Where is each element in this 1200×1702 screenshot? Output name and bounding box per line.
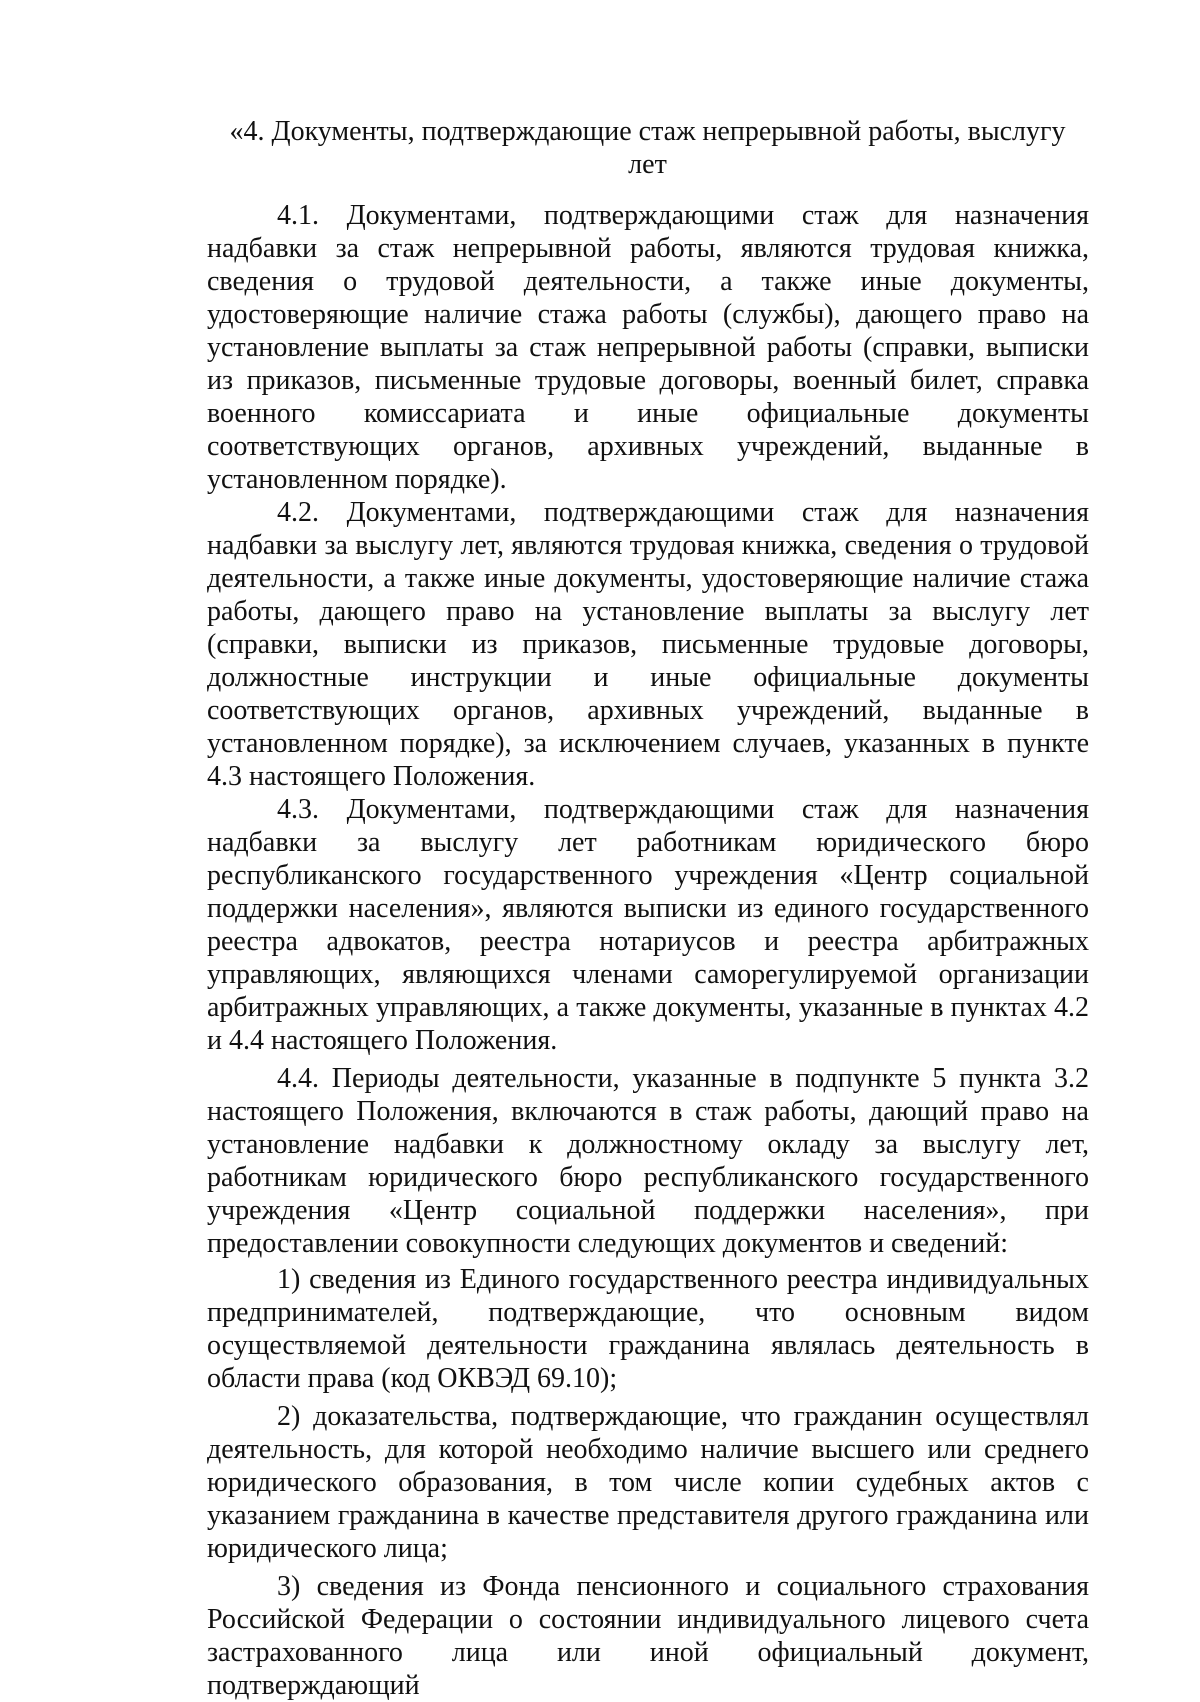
paragraph-4-3: 4.3. Документами, подтверждающими стаж для назначения надбавки за выслугу лет работникам юридического бюро республиканского государственного учреждения «Центр социальной поддержки населения», являются выписки из единого государственного реестра адвокатов, реестра нотариусов и реестра арбитражных управляющих, являющихся членами саморегулируемой организации арбитражных управляющих, а также документы, указанные в пунктах 4.2 и 4.4 настоящего Положения. <box>207 794 1089 1056</box>
section-heading-line-2: лет <box>628 149 667 180</box>
list-item-1: 1) сведения из Единого государственного реестра индивидуальных предпринимателей, подтверждающие, что основным видом осуществляемой деятельности гражданина являлась деятельность в области права (код ОКВЭД 69.10); <box>207 1264 1089 1394</box>
list-item-3: 3) сведения из Фонда пенсионного и социального страхования Российской Федерации о состоянии индивидуального лицевого счета застрахованного лица или иной официальный документ, подтверждающий <box>207 1571 1089 1701</box>
document-body <box>207 199 1089 1702</box>
paragraph-4-4: 4.4. Периоды деятельности, указанные в подпункте 5 пункта 3.2 настоящего Положения, включаются в стаж работы, дающий право на установление надбавки к должностному окладу за выслугу лет, работникам юридического бюро республиканского государственного учреждения «Центр социальной поддержки населения», при предоставлении совокупности следующих документов и сведений: <box>207 1063 1089 1259</box>
section-heading <box>205 115 1090 181</box>
paragraph-4-2: 4.2. Документами, подтверждающими стаж для назначения надбавки за выслугу лет, являются трудовая книжка, сведения о трудовой деятельности, а также иные документы, удостоверяющие наличие стажа работы, дающего право на установление выплаты за выслугу лет (справки, выписки из приказов, письменные трудовые договоры, должностные инструкции и иные официальные документы соответствующих органов, архивных учреждений, выданные в установленном порядке), за исключением случаев, указанных в пункте 4.3 настоящего Положения. <box>207 497 1089 792</box>
paragraph-4-1: 4.1. Документами, подтверждающими стаж для назначения надбавки за стаж непрерывной работы, являются трудовая книжка, сведения о трудовой деятельности, а также иные документы, удостоверяющие наличие стажа работы (службы), дающего право на установление выплаты за стаж непрерывной работы (справки, выписки из приказов, письменные трудовые договоры, военный билет, справка военного комиссариата и иные официальные документы соответствующих органов, архивных учреждений, выданные в установленном порядке). <box>207 200 1089 495</box>
list-item-2: 2) доказательства, подтверждающие, что гражданин осуществлял деятельность, для которой необходимо наличие высшего или среднего юридического образования, в том числе копии судебных актов с указанием гражданина в качестве представителя другого гражданина или юридического лица; <box>207 1401 1089 1564</box>
section-heading-line-1: «4. Документы, подтверждающие стаж непрерывной работы, выслугу <box>229 116 1066 147</box>
